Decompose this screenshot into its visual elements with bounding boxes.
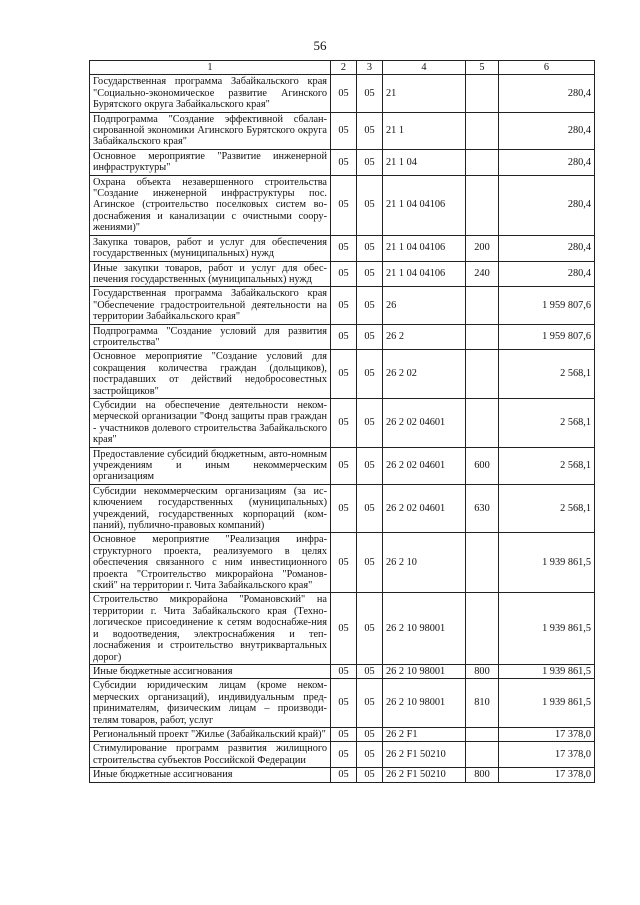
row-subsection-cell: 05 <box>357 149 383 175</box>
row-target-article-cell: 26 2 <box>383 324 466 350</box>
row-subsection-cell: 05 <box>357 484 383 533</box>
row-name-cell: Основное мероприятие "Развитие инженерной инфраструктуры" <box>90 149 331 175</box>
row-target-article-cell: 21 1 04 04106 <box>383 175 466 235</box>
row-amount-cell: 1 939 861,5 <box>499 533 595 593</box>
row-subsection-cell: 05 <box>357 112 383 149</box>
row-name-cell: Стимулирование программ развития жилищного строительства субъектов Российской Федерации <box>90 742 331 768</box>
row-name-cell: Закупка товаров, работ и услуг для обеспечения государственных (муниципальных) нужд <box>90 235 331 261</box>
row-section-cell: 05 <box>331 593 357 664</box>
row-section-cell: 05 <box>331 149 357 175</box>
row-amount-cell: 280,4 <box>499 261 595 287</box>
row-name-cell: Охрана объекта незавершенного строительства "Создание инженерной инфраструктуры пос. Агинское (строительство поселковых систем во-доснабжения и канализации с очистными соору-жениями)" <box>90 175 331 235</box>
row-subsection-cell: 05 <box>357 324 383 350</box>
row-expense-type-cell <box>466 324 499 350</box>
row-expense-type-cell <box>466 175 499 235</box>
row-subsection-cell: 05 <box>357 75 383 112</box>
row-target-article-cell: 26 <box>383 287 466 324</box>
row-amount-cell: 280,4 <box>499 235 595 261</box>
table-row <box>90 679 595 728</box>
row-expense-type-cell: 800 <box>466 664 499 678</box>
row-section-cell: 05 <box>331 398 357 447</box>
row-subsection-cell: 05 <box>357 679 383 728</box>
row-section-cell: 05 <box>331 324 357 350</box>
row-expense-type-cell: 800 <box>466 768 499 782</box>
row-expense-type-cell: 600 <box>466 447 499 484</box>
row-section-cell: 05 <box>331 287 357 324</box>
table-row <box>90 447 595 484</box>
header-col-target-article: 4 <box>383 61 466 75</box>
row-subsection-cell: 05 <box>357 235 383 261</box>
row-name-cell: Иные бюджетные ассигнования <box>90 768 331 782</box>
row-subsection-cell: 05 <box>357 175 383 235</box>
row-name-cell: Государственная программа Забайкальского края "Социально-экономическое развитие Агинского Бурятского округа Забайкальского края" <box>90 75 331 112</box>
page-number: 56 <box>313 38 327 53</box>
table-row <box>90 324 595 350</box>
row-subsection-cell: 05 <box>357 742 383 768</box>
table-row <box>90 398 595 447</box>
row-target-article-cell: 26 2 02 04601 <box>383 484 466 533</box>
row-expense-type-cell <box>466 350 499 399</box>
row-amount-cell: 2 568,1 <box>499 447 595 484</box>
row-expense-type-cell <box>466 533 499 593</box>
table-row <box>90 149 595 175</box>
table-row <box>90 664 595 678</box>
row-target-article-cell: 21 1 <box>383 112 466 149</box>
row-target-article-cell: 26 2 02 <box>383 350 466 399</box>
row-name-cell: Основное мероприятие "Создание условий для сокращения количества граждан (дольщиков), пострадавших от действий недобросовестных застройщиков" <box>90 350 331 399</box>
row-amount-cell: 1 939 861,5 <box>499 664 595 678</box>
row-amount-cell: 280,4 <box>499 112 595 149</box>
table-row <box>90 742 595 768</box>
row-amount-cell: 2 568,1 <box>499 350 595 399</box>
table-row <box>90 75 595 112</box>
row-section-cell: 05 <box>331 742 357 768</box>
table-row <box>90 112 595 149</box>
row-expense-type-cell: 810 <box>466 679 499 728</box>
table-row <box>90 593 595 664</box>
row-target-article-cell: 26 2 10 98001 <box>383 679 466 728</box>
header-row <box>90 61 595 75</box>
row-name-cell: Иные закупки товаров, работ и услуг для обес-печения государственных (муниципальных) нужд <box>90 261 331 287</box>
row-amount-cell: 17 378,0 <box>499 742 595 768</box>
budget-table <box>89 60 595 783</box>
row-amount-cell: 1 939 861,5 <box>499 593 595 664</box>
row-amount-cell: 17 378,0 <box>499 768 595 782</box>
row-section-cell: 05 <box>331 235 357 261</box>
row-target-article-cell: 26 2 02 04601 <box>383 398 466 447</box>
row-section-cell: 05 <box>331 261 357 287</box>
row-amount-cell: 1 939 861,5 <box>499 679 595 728</box>
row-expense-type-cell <box>466 398 499 447</box>
table-row <box>90 350 595 399</box>
row-amount-cell: 17 378,0 <box>499 727 595 741</box>
row-amount-cell: 2 568,1 <box>499 484 595 533</box>
table-row <box>90 768 595 782</box>
table-row <box>90 533 595 593</box>
row-section-cell: 05 <box>331 768 357 782</box>
header-col-section: 2 <box>331 61 357 75</box>
row-expense-type-cell <box>466 75 499 112</box>
row-name-cell: Подпрограмма "Создание условий для развития строительства" <box>90 324 331 350</box>
row-expense-type-cell <box>466 287 499 324</box>
row-expense-type-cell: 200 <box>466 235 499 261</box>
row-section-cell: 05 <box>331 350 357 399</box>
row-subsection-cell: 05 <box>357 261 383 287</box>
row-expense-type-cell: 240 <box>466 261 499 287</box>
row-amount-cell: 1 959 807,6 <box>499 287 595 324</box>
row-name-cell: Предоставление субсидий бюджетным, авто-номным учреждениям и иным некоммерческим организациям <box>90 447 331 484</box>
row-subsection-cell: 05 <box>357 287 383 324</box>
row-target-article-cell: 21 1 04 04106 <box>383 235 466 261</box>
row-subsection-cell: 05 <box>357 593 383 664</box>
row-name-cell: Строительство микрорайона "Романовский" на территории г. Чита Забайкальского края (Техно-логическое присоединение к сетям водоснабже-ния и водоотведения, электроснабжения и теп-лоснабжения и строительство внутриквартальных дорог) <box>90 593 331 664</box>
row-expense-type-cell: 630 <box>466 484 499 533</box>
header-col-subsection: 3 <box>357 61 383 75</box>
row-target-article-cell: 26 2 F1 50210 <box>383 742 466 768</box>
table-row <box>90 484 595 533</box>
row-name-cell: Региональный проект "Жилье (Забайкальский край)" <box>90 727 331 741</box>
row-section-cell: 05 <box>331 484 357 533</box>
row-target-article-cell: 21 <box>383 75 466 112</box>
row-subsection-cell: 05 <box>357 664 383 678</box>
row-subsection-cell: 05 <box>357 768 383 782</box>
row-subsection-cell: 05 <box>357 350 383 399</box>
row-amount-cell: 1 959 807,6 <box>499 324 595 350</box>
row-section-cell: 05 <box>331 533 357 593</box>
row-subsection-cell: 05 <box>357 398 383 447</box>
row-section-cell: 05 <box>331 175 357 235</box>
row-section-cell: 05 <box>331 112 357 149</box>
row-expense-type-cell <box>466 149 499 175</box>
row-expense-type-cell <box>466 742 499 768</box>
row-target-article-cell: 26 2 F1 <box>383 727 466 741</box>
row-target-article-cell: 26 2 10 <box>383 533 466 593</box>
table-row <box>90 287 595 324</box>
row-name-cell: Иные бюджетные ассигнования <box>90 664 331 678</box>
row-subsection-cell: 05 <box>357 533 383 593</box>
table-row <box>90 727 595 741</box>
header-col-expense-type: 5 <box>466 61 499 75</box>
row-subsection-cell: 05 <box>357 447 383 484</box>
row-target-article-cell: 26 2 10 98001 <box>383 664 466 678</box>
row-expense-type-cell <box>466 727 499 741</box>
row-target-article-cell: 21 1 04 <box>383 149 466 175</box>
row-section-cell: 05 <box>331 447 357 484</box>
header-col-name: 1 <box>90 61 331 75</box>
row-expense-type-cell <box>466 593 499 664</box>
row-name-cell: Основное мероприятие "Реализация инфра-структурного проекта, реализуемого в целях обеспечения связанного с ним инвестиционного проекта "Строительство микрорайона "Романов-ский" на территории г. Чита Забайкальского края" <box>90 533 331 593</box>
table-row <box>90 261 595 287</box>
row-amount-cell: 280,4 <box>499 75 595 112</box>
row-name-cell: Подпрограмма "Создание эффективной сбалан-сированной экономики Агинского Бурятского округа Забайкальского края" <box>90 112 331 149</box>
row-amount-cell: 280,4 <box>499 149 595 175</box>
row-expense-type-cell <box>466 112 499 149</box>
row-name-cell: Государственная программа Забайкальского края "Обеспечение градостроительной деятельности на территории Забайкальского края" <box>90 287 331 324</box>
table-row <box>90 175 595 235</box>
row-section-cell: 05 <box>331 664 357 678</box>
row-target-article-cell: 26 2 F1 50210 <box>383 768 466 782</box>
row-section-cell: 05 <box>331 75 357 112</box>
row-subsection-cell: 05 <box>357 727 383 741</box>
table-row <box>90 235 595 261</box>
header-col-amount: 6 <box>499 61 595 75</box>
row-name-cell: Субсидии юридическим лицам (кроме неком-мерческих организаций), индивидуальным пред-принимателям, физическим лицам – производи-телям товаров, работ, услуг <box>90 679 331 728</box>
row-name-cell: Субсидии некоммерческим организациям (за ис-ключением государственных (муниципальных) учреждений, государственных корпораций (ком-паний), публично-правовых компаний) <box>90 484 331 533</box>
row-amount-cell: 2 568,1 <box>499 398 595 447</box>
row-target-article-cell: 26 2 02 04601 <box>383 447 466 484</box>
row-section-cell: 05 <box>331 727 357 741</box>
row-target-article-cell: 26 2 10 98001 <box>383 593 466 664</box>
row-section-cell: 05 <box>331 679 357 728</box>
row-name-cell: Субсидии на обеспечение деятельности неком-мерческой организации "Фонд защиты прав граждан - участников долевого строительства Забайкальского края" <box>90 398 331 447</box>
row-amount-cell: 280,4 <box>499 175 595 235</box>
row-target-article-cell: 21 1 04 04106 <box>383 261 466 287</box>
